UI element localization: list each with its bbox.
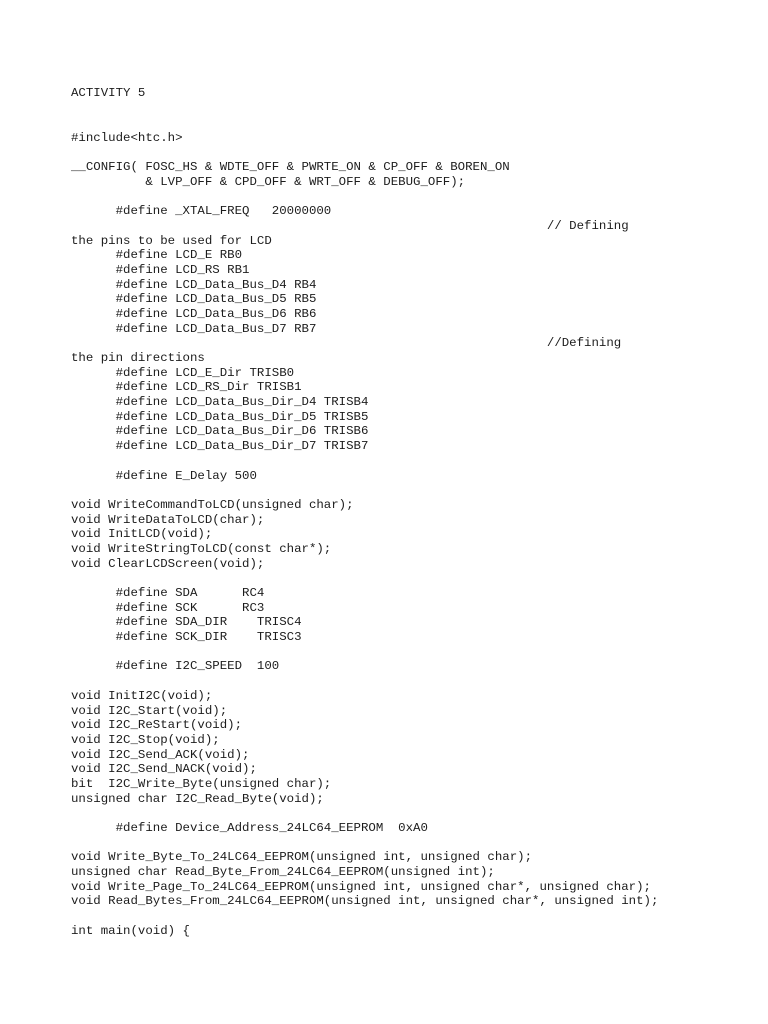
code-line: #define LCD_Data_Bus_Dir_D5 TRISB5 — [71, 409, 369, 424]
code-line — [71, 483, 751, 498]
code-line: #define SDA RC4 — [71, 586, 265, 600]
code-line: void I2C_Stop(void); — [71, 732, 220, 747]
code-line: #define LCD_Data_Bus_D4 RB4 — [71, 277, 317, 292]
code-line: void Write_Page_To_24LC64_EEPROM(unsigned int, unsigned char*, unsigned char); — [71, 879, 651, 894]
code-line — [71, 836, 751, 851]
code-line: void I2C_Start(void); — [71, 703, 228, 718]
code-line: void I2C_Send_NACK(void); — [71, 762, 257, 777]
code-line: #define Device_Address_24LC64_EEPROM 0xA0 — [71, 821, 428, 835]
code-line: #define SCK_DIR TRISC3 — [71, 630, 302, 645]
code-line: #define SDA_DIR TRISC4 — [71, 615, 302, 630]
code-line: // Defining — [71, 218, 629, 233]
code-line: #define LCD_Data_Bus_Dir_D7 TRISB7 — [71, 439, 369, 454]
code-line: void InitI2C(void); — [71, 688, 213, 703]
code-line: #define LCD_RS RB1 — [71, 262, 250, 277]
code-line: #define LCD_Data_Bus_D6 RB6 — [71, 306, 317, 321]
code-line — [71, 189, 751, 204]
code-line: the pin directions — [71, 351, 205, 365]
code-line: void I2C_Send_ACK(void); — [71, 747, 250, 762]
code-line: #define I2C_SPEED 100 — [71, 659, 280, 674]
code-line: #define E_Delay 500 — [71, 468, 257, 483]
code-line: #define LCD_Data_Bus_Dir_D6 TRISB6 — [71, 424, 369, 439]
code-line: #define LCD_Data_Bus_D5 RB5 — [71, 292, 317, 307]
code-line — [71, 454, 751, 469]
code-line: #define _XTAL_FREQ 20000000 — [71, 204, 332, 219]
code-listing — [71, 86, 751, 939]
code-line — [71, 145, 751, 160]
code-line: void Read_Bytes_From_24LC64_EEPROM(unsigned int, unsigned char*, unsigned int); — [71, 894, 659, 909]
code-line: //Defining — [71, 336, 622, 351]
code-line: & LVP_OFF & CPD_OFF & WRT_OFF & DEBUG_OFF); — [71, 174, 466, 189]
code-line: #define LCD_Data_Bus_Dir_D4 TRISB4 — [71, 395, 369, 410]
code-line: void ClearLCDScreen(void); — [71, 556, 265, 571]
code-line: void WriteDataToLCD(char); — [71, 512, 265, 527]
code-line: __CONFIG( FOSC_HS & WDTE_OFF & PWRTE_ON & CP_OFF & BOREN_ON — [71, 160, 510, 175]
code-line: the pins to be used for LCD — [71, 233, 272, 248]
code-line: void WriteStringToLCD(const char*); — [71, 541, 332, 556]
code-line: bit I2C_Write_Byte(unsigned char); — [71, 776, 332, 791]
code-line: #define LCD_RS_Dir TRISB1 — [71, 380, 302, 395]
code-line: void WriteCommandToLCD(unsigned char); — [71, 497, 354, 512]
code-line: int main(void) { — [71, 923, 190, 938]
code-line — [71, 674, 751, 689]
code-line — [71, 571, 751, 586]
document-title: ACTIVITY 5 — [71, 86, 146, 100]
code-line: unsigned char I2C_Read_Byte(void); — [71, 791, 324, 806]
code-line: void I2C_ReStart(void); — [71, 718, 243, 733]
code-line: #define LCD_E_Dir TRISB0 — [71, 365, 295, 380]
code-line: #define LCD_E RB0 — [71, 248, 243, 263]
code-line — [71, 806, 751, 821]
code-line — [71, 645, 751, 660]
code-line: void Write_Byte_To_24LC64_EEPROM(unsigned int, unsigned char); — [71, 850, 533, 865]
code-line: void InitLCD(void); — [71, 527, 213, 542]
code-line — [71, 909, 751, 924]
code-line: #define SCK RC3 — [71, 600, 265, 615]
code-line: #define LCD_Data_Bus_D7 RB7 — [71, 321, 317, 336]
code-line: unsigned char Read_Byte_From_24LC64_EEPROM(unsigned int); — [71, 865, 495, 880]
code-lines — [71, 131, 751, 939]
code-line: #include<htc.h> — [71, 130, 183, 145]
